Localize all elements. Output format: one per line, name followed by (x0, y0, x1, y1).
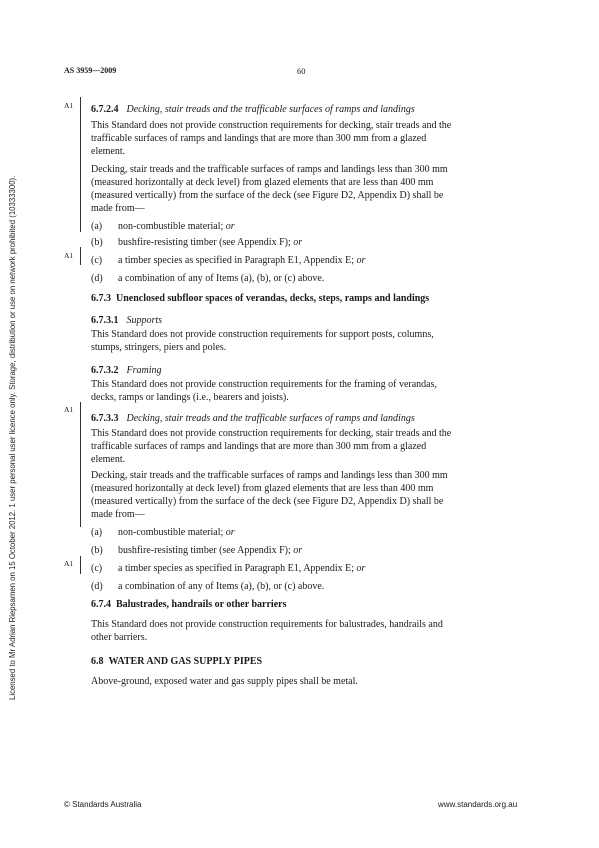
list-item-text: bushfire-resisting timber (see Appendix F); or (118, 545, 303, 556)
amendment-bar (80, 97, 81, 232)
list-item: (a) (91, 527, 103, 538)
list-item-text: a timber species as specified in Paragraph E1, Appendix E; or (118, 255, 366, 266)
paragraph: Above-ground, exposed water and gas supply pipes shall be metal. (91, 676, 358, 687)
list-item-text: a timber species as specified in Paragraph E1, Appendix E; or (118, 563, 366, 574)
section-6-7-2-4-heading: 6.7.2.4 Decking, stair treads and the trafficable surfaces of ramps and landings (91, 104, 415, 115)
section-6-7-3-2-heading: 6.7.3.2 Framing (91, 365, 162, 376)
list-item-text: bushfire-resisting timber (see Appendix F); or (118, 237, 303, 248)
amendment-mark: A1 (64, 559, 74, 568)
running-header: AS 3959—2009 (64, 66, 117, 75)
list-item: (d) (91, 273, 103, 284)
list-item-text: a combination of any of Items (a), (b), or (c) above. (118, 581, 325, 592)
list-item: (c) (91, 563, 103, 574)
list-item-text: non-combustible material; or (118, 221, 235, 232)
section-6-7-3-3-heading: 6.7.3.3 Decking, stair treads and the trafficable surfaces of ramps and landings (91, 413, 415, 424)
footer-copyright: © Standards Australia (64, 800, 142, 809)
paragraph: This Standard does not provide construction requirements for balustrades, handrails and other barriers. (91, 619, 443, 643)
list-item: (a) (91, 221, 103, 232)
licence-notice: Licensed to Mr Adrian Riepsamen on 15 October 2012. 1 user personal user licence only. Storage, distribution or use on network prohibited (10333300). (8, 175, 17, 700)
list-item-text: a combination of any of Items (a), (b), or (c) above. (118, 273, 325, 284)
amendment-bar (80, 247, 81, 265)
page-number: 60 (297, 66, 306, 76)
section-6-8-heading: 6.8 WATER AND GAS SUPPLY PIPES (91, 656, 263, 667)
paragraph: This Standard does not provide construction requirements for support posts, columns, stumps, stringers, piers and poles. (91, 329, 434, 353)
section-6-7-4-heading: 6.7.4 Balustrades, handrails or other barriers (91, 599, 287, 610)
list-item-text: non-combustible material; or (118, 527, 235, 538)
list-item: (d) (91, 581, 103, 592)
section-6-7-3-heading: 6.7.3 Unenclosed subfloor spaces of verandas, decks, steps, ramps and landings (91, 293, 430, 304)
amendment-bar (80, 556, 81, 574)
list-item: (b) (91, 237, 103, 248)
paragraph: Decking, stair treads and the trafficable surfaces of ramps and landings less than 300 mm (measured horizontally at deck level) from glazed elements that are less than 400 mm (measured vertically) from the surface of the deck (see Figure D2, Appendix D) shall be made from— (91, 164, 448, 214)
amendment-bar (80, 402, 81, 527)
paragraph: Decking, stair treads and the trafficable surfaces of ramps and landings less than 300 mm (measured horizontally at deck level) from glazed elements that are less than 400 mm (measured vertically) from the surface of the deck (see Figure D2, Appendix D) shall be made from— (91, 470, 448, 520)
paragraph: This Standard does not provide construction requirements for decking, stair treads and the trafficable surfaces of ramps and landings that are more than 300 mm from a glazed element. (91, 120, 452, 157)
paragraph: This Standard does not provide construction requirements for the framing of verandas, decks, ramps or landings (i.e., bearers and joists). (91, 379, 438, 403)
amendment-mark: A1 (64, 251, 74, 260)
amendment-mark: A1 (64, 101, 74, 110)
amendment-mark: A1 (64, 405, 74, 414)
list-item: (b) (91, 545, 103, 556)
section-6-7-3-1-heading: 6.7.3.1 Supports (91, 315, 163, 326)
footer-website: www.standards.org.au (438, 800, 518, 809)
licence-sidebar (6, 120, 18, 700)
paragraph: This Standard does not provide construction requirements for decking, stair treads and the trafficable surfaces of ramps and landings that are more than 300 mm from a glazed element. (91, 428, 452, 465)
list-item: (c) (91, 255, 103, 266)
